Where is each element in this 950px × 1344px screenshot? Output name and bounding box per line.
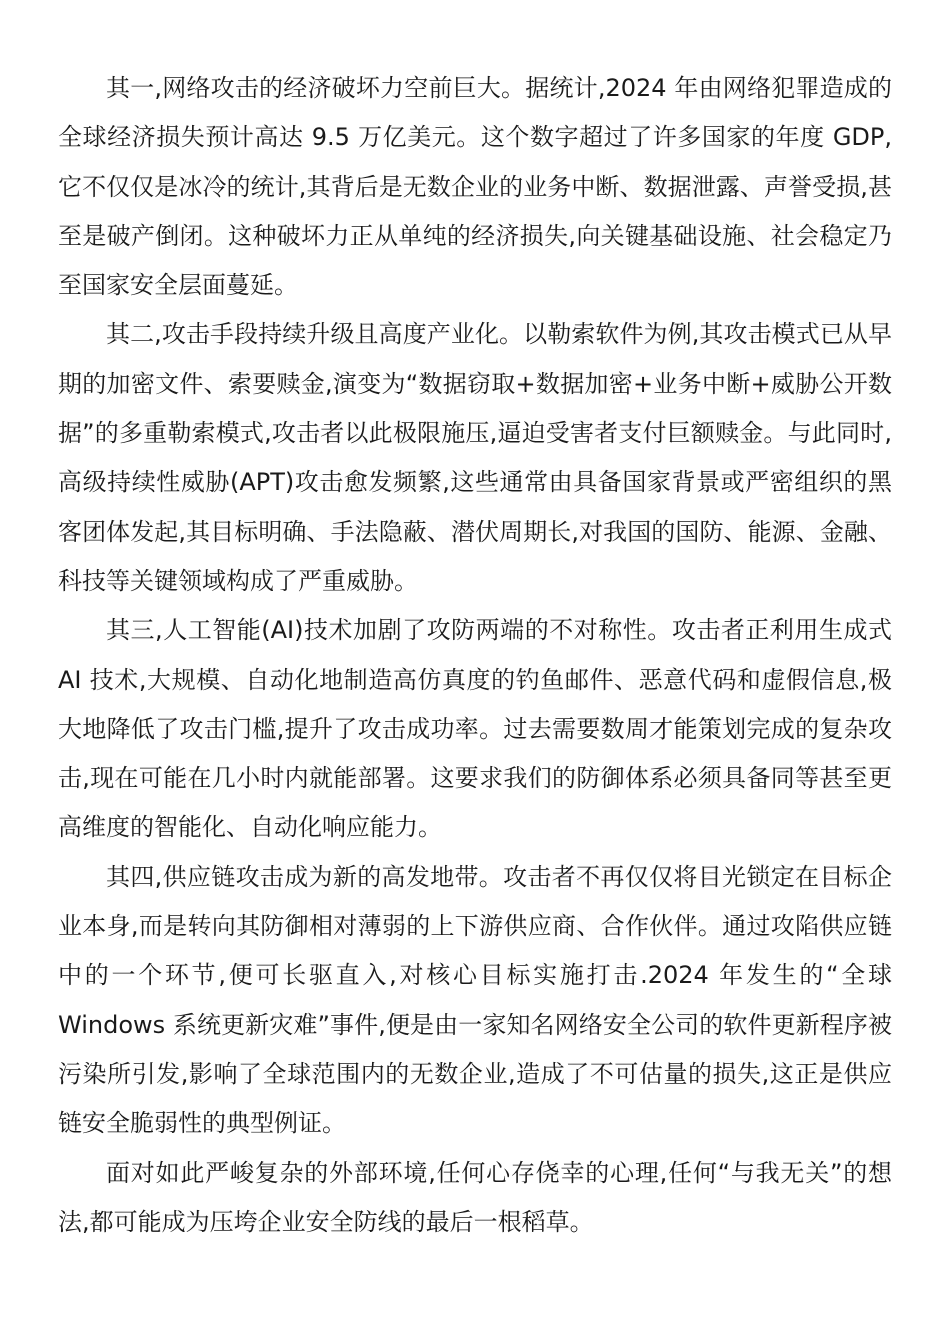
paragraph-supply-chain: 其四,供应链攻击成为新的高发地带。攻击者不再仅仅将目光锁定在目标企业本身,而是转向其防御相对薄弱的上下游供应商、合作伙伴。通过攻陷供应链中的一个环节,便可长驱直入,对核心目标实施打击.2024 年发生的“全球 Windows 系统更新灾难”事件,便是由一家知名网络安全公司的软件更新程序被污染所引发,影响了全球范围内的无数企业,造成了不可估量的损失,这正是供应链安全脆弱性的典型例证。: [58, 862, 892, 1138]
paragraph-economic-damage: 其一,网络攻击的经济破坏力空前巨大。据统计,2024 年由网络犯罪造成的全球经济损失预计高达 9.5 万亿美元。这个数字超过了许多国家的年度 GDP,它不仅仅是冰冷的统计,其背后是无数企业的业务中断、数据泄露、声誉受损,甚至是破产倒闭。这种破坏力正从单纯的经济损失,向关键基础设施、社会稳定乃至国家安全层面蔓延。: [58, 74, 892, 300]
paragraph-attack-industrialization: 其二,攻击手段持续升级且高度产业化。以勒索软件为例,其攻击模式已从早期的加密文件、索要赎金,演变为“数据窃取+数据加密+业务中断+威胁公开数据”的多重勒索模式,攻击者以此极限施压,逼迫受害者支付巨额赎金。与此同时,高级持续性威胁(APT)攻击愈发频繁,这些通常由具备国家背景或严密组织的黑客团体发起,其目标明确、手法隐蔽、潜伏周期长,对我国的国防、能源、金融、科技等关键领域构成了严重威胁。: [58, 320, 892, 595]
paragraph-ai-asymmetry: 其三,人工智能(AI)技术加剧了攻防两端的不对称性。攻击者正利用生成式 AI 技术,大规模、自动化地制造高仿真度的钓鱼邮件、恶意代码和虚假信息,极大地降低了攻击门槛,提升了攻击成功率。过去需要数周才能策划完成的复杂攻击,现在可能在几小时内就能部署。这要求我们的防御体系必须具备同等甚至更高维度的智能化、自动化响应能力。: [58, 616, 892, 842]
paragraph-conclusion: 面对如此严峻复杂的外部环境,任何心存侥幸的心理,任何“与我无关”的想法,都可能成为压垮企业安全防线的最后一根稻草。: [58, 1158, 892, 1236]
